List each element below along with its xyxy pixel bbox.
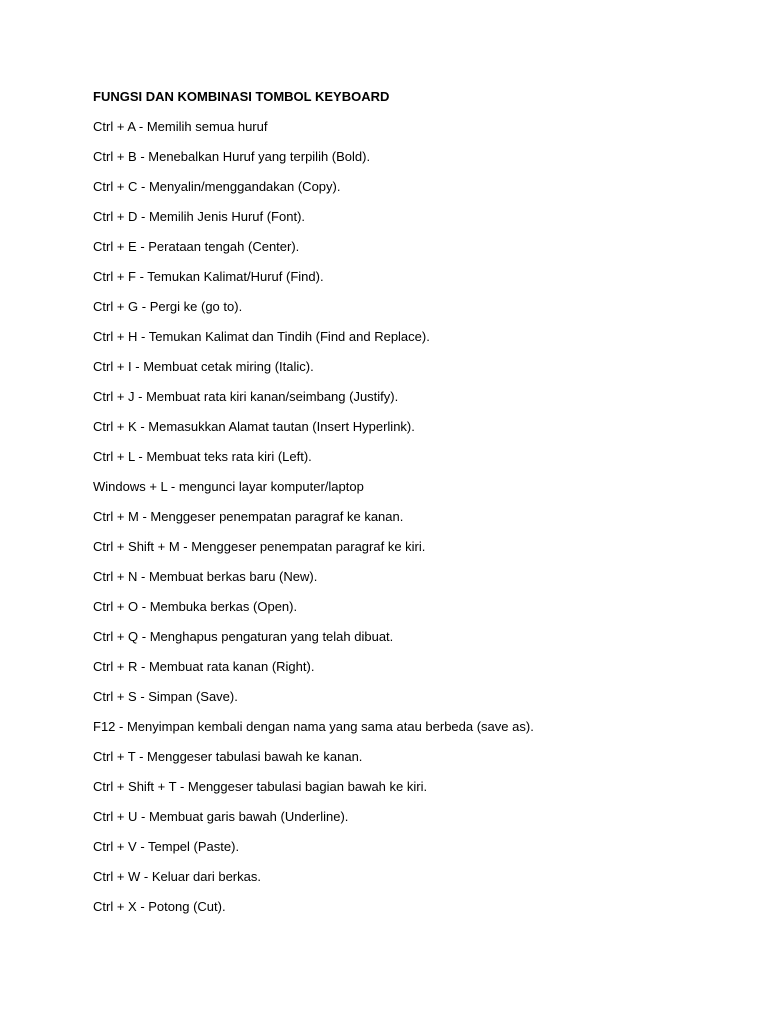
shortcut-line: Ctrl + Shift + M - Menggeser penempatan paragraf ke kiri. (93, 539, 426, 554)
shortcut-line: Ctrl + O - Membuka berkas (Open). (93, 599, 298, 614)
shortcut-line: Ctrl + A - Memilih semua huruf (93, 119, 268, 134)
shortcut-line: Ctrl + G - Pergi ke (go to). (93, 299, 243, 314)
shortcut-line: Ctrl + S - Simpan (Save). (93, 689, 238, 704)
shortcut-line: Ctrl + X - Potong (Cut). (93, 899, 226, 914)
shortcut-line: Ctrl + W - Keluar dari berkas. (93, 869, 261, 884)
shortcut-line: Ctrl + K - Memasukkan Alamat tautan (Insert Hyperlink). (93, 419, 415, 434)
shortcut-line: Ctrl + U - Membuat garis bawah (Underline). (93, 809, 349, 824)
shortcut-line: Ctrl + C - Menyalin/menggandakan (Copy). (93, 179, 341, 194)
shortcut-line: Ctrl + H - Temukan Kalimat dan Tindih (Find and Replace). (93, 329, 430, 344)
shortcut-line: Ctrl + T - Menggeser tabulasi bawah ke kanan. (93, 749, 363, 764)
shortcut-line: Ctrl + D - Memilih Jenis Huruf (Font). (93, 209, 306, 224)
shortcut-list (93, 118, 534, 928)
shortcut-line: Ctrl + Q - Menghapus pengaturan yang telah dibuat. (93, 629, 394, 644)
document-title: FUNGSI DAN KOMBINASI TOMBOL KEYBOARD (93, 89, 390, 104)
shortcut-line: Ctrl + N - Membuat berkas baru (New). (93, 569, 318, 584)
shortcut-line: F12 - Menyimpan kembali dengan nama yang sama atau berbeda (save as). (93, 719, 534, 734)
shortcut-line: Ctrl + B - Menebalkan Huruf yang terpilih (Bold). (93, 149, 371, 164)
shortcut-line: Ctrl + F - Temukan Kalimat/Huruf (Find). (93, 269, 324, 284)
shortcut-line: Ctrl + R - Membuat rata kanan (Right). (93, 659, 315, 674)
shortcut-line: Ctrl + J - Membuat rata kiri kanan/seimbang (Justify). (93, 389, 399, 404)
shortcut-line: Ctrl + E - Perataan tengah (Center). (93, 239, 300, 254)
shortcut-line: Windows + L - mengunci layar komputer/laptop (93, 479, 364, 494)
shortcut-line: Ctrl + L - Membuat teks rata kiri (Left). (93, 449, 312, 464)
shortcut-line: Ctrl + Shift + T - Menggeser tabulasi bagian bawah ke kiri. (93, 779, 428, 794)
shortcut-line: Ctrl + V - Tempel (Paste). (93, 839, 240, 854)
shortcut-line: Ctrl + M - Menggeser penempatan paragraf ke kanan. (93, 509, 404, 524)
shortcut-line: Ctrl + I - Membuat cetak miring (Italic). (93, 359, 314, 374)
